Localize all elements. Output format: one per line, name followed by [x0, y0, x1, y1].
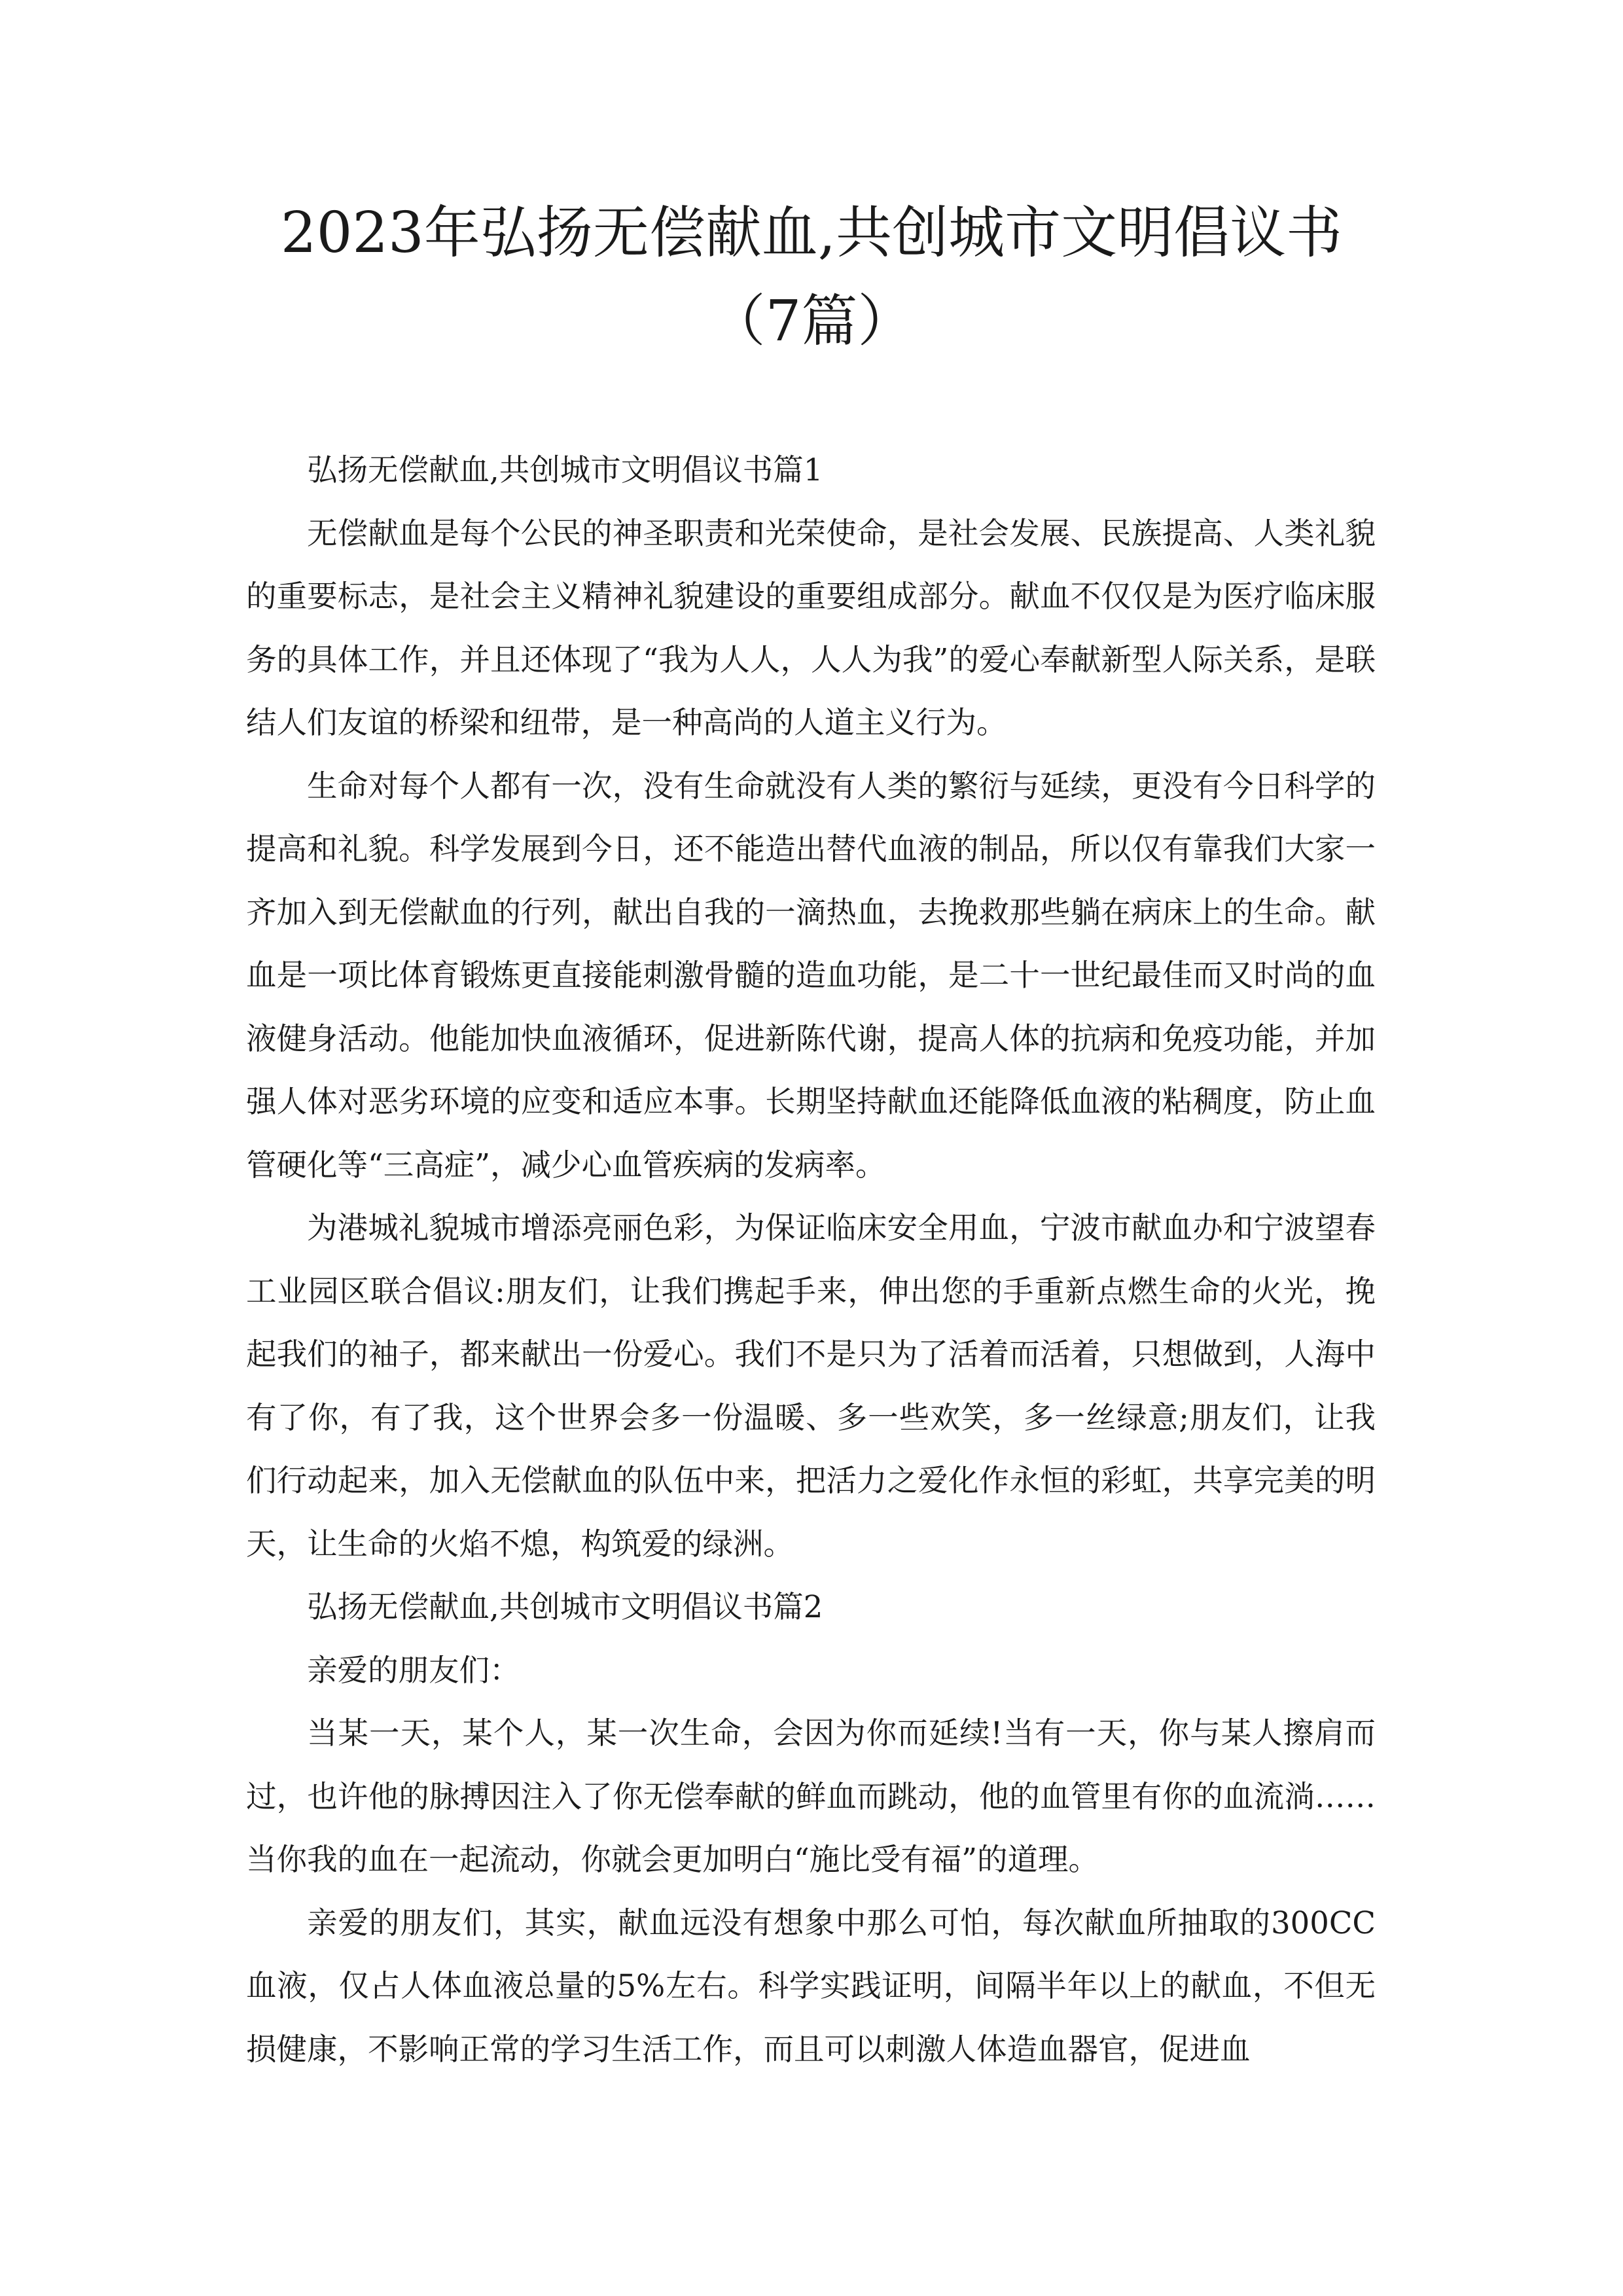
document-body	[246, 439, 1376, 2081]
body-paragraph: 亲爱的朋友们，其实，献血远没有想象中那么可怕，每次献血所抽取的300CC血液，仅占人体血液总量的5%左右。科学实践证明，间隔半年以上的献血，不但无损健康，不影响正常的学习生活工作，而且可以刺激人体造血器官，促进血	[246, 1905, 1376, 2067]
section-heading-2: 弘扬无偿献血,共创城市文明倡议书篇2	[307, 1589, 823, 1624]
body-paragraph: 无偿献血是每个公民的神圣职责和光荣使命，是社会发展、民族提高、人类礼貌的重要标志，是社会主义精神礼貌建设的重要组成部分。献血不仅仅是为医疗临床服务的具体工作，并且还体现了“我为人人，人人为我”的爱心奉献新型人际关系，是联结人们友谊的桥梁和纽带，是一种高尚的人道主义行为。	[246, 515, 1376, 740]
salutation: 亲爱的朋友们：	[307, 1652, 520, 1688]
document-title-count: （7篇）	[709, 289, 914, 354]
body-paragraph: 为港城礼貌城市增添亮丽色彩，为保证临床安全用血，宁波市献血办和宁波望春工业园区联合倡议:朋友们，让我们携起手来，伸出您的手重新点燃生命的火光，挽起我们的袖子，都来献出一份爱心。我们不是只为了活着而活着，只想做到，人海中有了你，有了我，这个世界会多一份温暖、多一些欢笑，多一丝绿意;朋友们，让我们行动起来，加入无偿献血的队伍中来，把活力之爱化作永恒的彩虹，共享完美的明天，让生命的火焰不熄，构筑爱的绿洲。	[246, 1210, 1376, 1562]
document-title: 2023年弘扬无偿献血,共创城市文明倡议书	[280, 200, 1343, 266]
section-heading-1: 弘扬无偿献血,共创城市文明倡议书篇1	[307, 452, 823, 488]
body-paragraph: 生命对每个人都有一次，没有生命就没有人类的繁衍与延续，更没有今日科学的提高和礼貌。科学发展到今日，还不能造出替代血液的制品，所以仅有靠我们大家一齐加入到无偿献血的行列，献出自我的一滴热血，去挽救那些躺在病床上的生命。献血是一项比体育锻炼更直接能刺激骨髓的造血功能，是二十一世纪最佳而又时尚的血液健身活动。他能加快血液循环，促进新陈代谢，提高人体的抗病和免疫功能，并加强人体对恶劣环境的应变和适应本事。长期坚持献血还能降低血液的粘稠度，防止血管硬化等“三高症”，减少心血管疾病的发病率。	[246, 768, 1376, 1183]
body-paragraph: 当某一天，某个人，某一次生命，会因为你而延续!当有一天，你与某人擦肩而过，也许他的脉搏因注入了你无偿奉献的鲜血而跳动，他的血管里有你的血流淌……当你我的血在一起流动，你就会更加明白“施比受有福”的道理。	[246, 1715, 1376, 1877]
